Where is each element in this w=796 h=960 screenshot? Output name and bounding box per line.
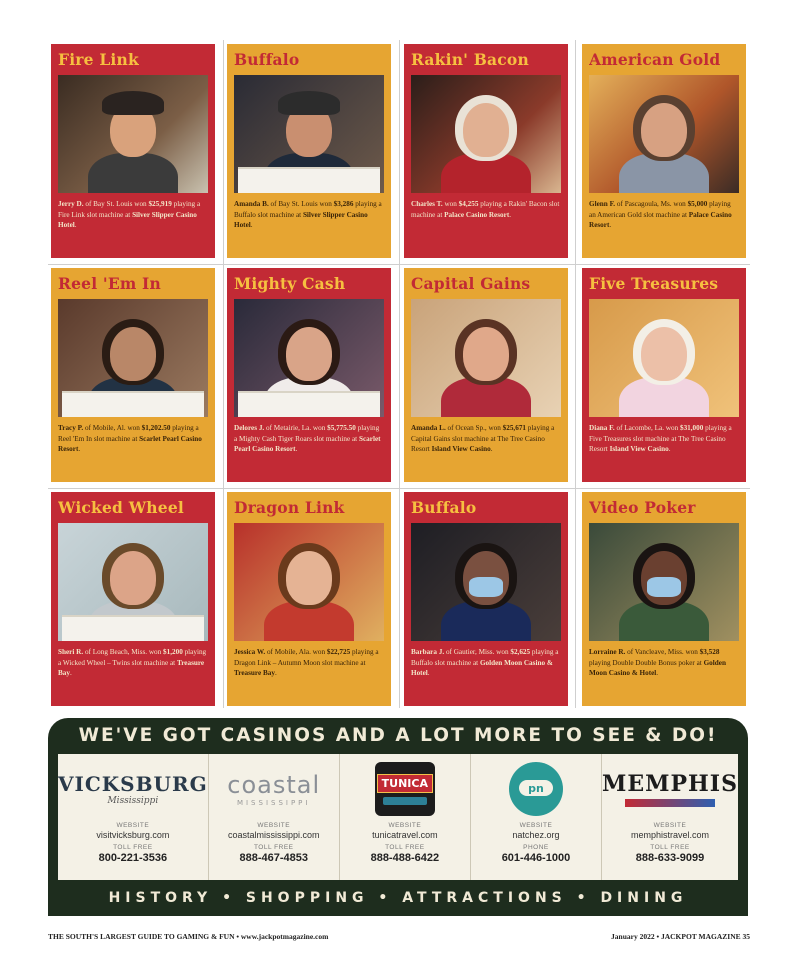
winner-figure-body bbox=[88, 153, 178, 193]
tunica-logo-text: TUNICA bbox=[377, 774, 433, 793]
winner-photo bbox=[411, 75, 561, 193]
winner-card bbox=[227, 44, 391, 258]
winner-caption: Barbara J. of Gautier, Miss. won $2,625 playing a Buffalo slot machine at Golden Moon Casino & Hotel. bbox=[411, 648, 559, 677]
casinos-banner bbox=[48, 718, 748, 916]
natchez-emblem-icon bbox=[505, 760, 567, 818]
winner-game-title: Video Poker bbox=[589, 498, 696, 517]
memphis-logo bbox=[602, 760, 738, 818]
winner-caption: Glenn F. of Pascagoula, Ms. won $5,000 playing an American Gold slot machine at Palace Casino Resort. bbox=[589, 200, 732, 229]
winner-game-title: American Gold bbox=[589, 50, 721, 69]
face-mask bbox=[647, 577, 681, 597]
winner-card bbox=[51, 492, 215, 706]
face-mask bbox=[469, 577, 503, 597]
winner-photo bbox=[58, 75, 208, 193]
winner-photo bbox=[411, 299, 561, 417]
partner-url[interactable]: natchez.org bbox=[512, 830, 560, 840]
winner-card bbox=[404, 492, 568, 706]
winner-figure-head bbox=[641, 103, 687, 157]
winner-caption: Lorraine R. of Vancleave, Miss. won $3,528 playing Double Double Bonus poker at Golden Moon Casino & Hotel. bbox=[589, 648, 726, 677]
winner-caption: Delores J. of Metairie, La. won $5,775.50 playing a Mighty Cash Tiger Roars slot machine at Scarlet Pearl Casino Resort. bbox=[234, 424, 381, 453]
winner-figure-head bbox=[463, 103, 509, 157]
coastal-logo bbox=[209, 760, 339, 818]
winner-game-title: Reel 'Em In bbox=[58, 274, 161, 293]
winner-card bbox=[582, 268, 746, 482]
winner-card bbox=[51, 44, 215, 258]
winner-caption: Charles T. won $4,255 playing a Rakin' Bacon slot machine at Palace Casino Resort. bbox=[411, 200, 560, 219]
partner-url[interactable]: coastalmississippi.com bbox=[227, 830, 320, 840]
grid-divider bbox=[48, 488, 750, 489]
banner-headline: WE'VE GOT CASINOS AND A LOT MORE TO SEE & DO! bbox=[78, 725, 718, 746]
winner-game-title: Buffalo bbox=[234, 50, 300, 69]
partner-phone-label: TOLL FREE bbox=[650, 844, 690, 851]
partner-web-label: WEBSITE bbox=[388, 822, 422, 829]
winner-figure-head bbox=[110, 327, 156, 381]
winner-photo bbox=[234, 523, 384, 641]
winner-card bbox=[227, 492, 391, 706]
vicksburg-logo-text: VICKSBURG bbox=[58, 772, 208, 796]
partner-phone[interactable]: 800-221-3536 bbox=[98, 852, 168, 864]
partner-phone[interactable]: 888-467-4853 bbox=[239, 852, 308, 864]
winner-photo bbox=[589, 523, 739, 641]
winner-figure-head bbox=[641, 327, 687, 381]
winner-card bbox=[582, 492, 746, 706]
partner-phone-label: TOLL FREE bbox=[385, 844, 425, 851]
coastal-logo-sub: MISSISSIPPI bbox=[236, 799, 311, 807]
winner-figure-hat bbox=[102, 91, 164, 115]
winner-photo bbox=[589, 75, 739, 193]
partner-web-label: WEBSITE bbox=[116, 822, 150, 829]
grid-divider bbox=[48, 264, 750, 265]
partner-strip bbox=[58, 754, 738, 880]
partner-phone[interactable]: 888-633-9099 bbox=[635, 852, 705, 864]
winner-card bbox=[404, 268, 568, 482]
winner-caption: Jerry D. of Bay St. Louis won $25,919 playing a Fire Link slot machine at Silver Slipper Casino Hotel. bbox=[58, 200, 201, 229]
svg-text:pn: pn bbox=[528, 782, 544, 795]
partner-tunica[interactable] bbox=[340, 754, 471, 880]
winner-card bbox=[227, 268, 391, 482]
tunica-logo bbox=[340, 760, 470, 818]
winner-figure-head bbox=[110, 551, 156, 605]
memphis-logo-script bbox=[625, 799, 715, 807]
partner-web-label: WEBSITE bbox=[519, 822, 553, 829]
winner-figure-head bbox=[463, 327, 509, 381]
winner-card bbox=[404, 44, 568, 258]
partner-memphis[interactable] bbox=[602, 754, 738, 880]
footer-right: January 2022 • JACKPOT MAGAZINE 35 bbox=[611, 932, 750, 941]
partner-phone-label: TOLL FREE bbox=[253, 844, 294, 851]
partner-phone-label: TOLL FREE bbox=[113, 844, 153, 851]
winner-figure-hat bbox=[278, 91, 340, 115]
winner-game-title: Dragon Link bbox=[234, 498, 345, 517]
partner-web-label: WEBSITE bbox=[257, 822, 291, 829]
partner-phone-label: PHONE bbox=[523, 844, 549, 851]
winner-photo bbox=[58, 523, 208, 641]
winner-caption: Diana F. of Lacombe, La. won $31,000 playing a Five Treasures slot machine at The Tree Casino Resort Island View Casino. bbox=[589, 424, 732, 453]
winner-photo bbox=[411, 523, 561, 641]
jackpot-check bbox=[62, 615, 204, 641]
banner-footer-strip: HISTORY • SHOPPING • ATTRACTIONS • DINING bbox=[108, 890, 688, 906]
winner-caption: Tracy P. of Mobile, Al. won $1,202.50 playing a Reel 'Em In slot machine at Scarlet Pearl Casino Resort. bbox=[58, 424, 202, 453]
partner-coastal[interactable] bbox=[209, 754, 340, 880]
winner-game-title: Buffalo bbox=[411, 498, 477, 517]
winner-game-title: Five Treasures bbox=[589, 274, 719, 293]
winner-card bbox=[51, 268, 215, 482]
winner-caption: Amanda L. of Ocean Sp., won $25,671 playing a Capital Gains slot machine at The Tree Casino Resort Island View Casino. bbox=[411, 424, 555, 453]
winner-game-title: Mighty Cash bbox=[234, 274, 346, 293]
winner-card bbox=[582, 44, 746, 258]
coastal-logo-text: coastal bbox=[227, 771, 321, 799]
winner-game-title: Fire Link bbox=[58, 50, 139, 69]
partner-phone[interactable]: 601-446-1000 bbox=[501, 852, 571, 864]
partner-url[interactable]: memphistravel.com bbox=[630, 830, 709, 840]
winner-photo bbox=[58, 299, 208, 417]
winner-caption: Amanda B. of Bay St. Louis won $3,286 playing a Buffalo slot machine at Silver Slipper Casino Hotel. bbox=[234, 200, 382, 229]
grid-divider bbox=[575, 40, 576, 708]
partner-url[interactable]: visitvicksburg.com bbox=[96, 830, 170, 840]
tunica-logo-stripe bbox=[383, 797, 427, 805]
jackpot-check bbox=[62, 391, 204, 417]
partner-phone[interactable]: 888-488-6422 bbox=[370, 852, 440, 864]
partner-natchez[interactable] bbox=[471, 754, 602, 880]
memphis-logo-text: MEMPHIS bbox=[602, 771, 738, 797]
jackpot-check bbox=[238, 391, 380, 417]
partner-web-label: WEBSITE bbox=[653, 822, 687, 829]
winner-figure-head bbox=[286, 551, 332, 605]
vicksburg-logo bbox=[58, 760, 208, 818]
winner-figure-head bbox=[286, 327, 332, 381]
winner-photo bbox=[234, 75, 384, 193]
jackpot-check bbox=[238, 167, 380, 193]
footer-left: THE SOUTH'S LARGEST GUIDE TO GAMING & FUN • www.jackpotmagazine.com bbox=[48, 932, 329, 941]
winner-caption: Jessica W. of Mobile, Ala. won $22,725 playing a Dragon Link – Autumn Moon slot machine at Treasure Bay. bbox=[234, 648, 379, 677]
page-footer bbox=[48, 932, 750, 946]
winner-game-title: Wicked Wheel bbox=[58, 498, 184, 517]
partner-vicksburg[interactable] bbox=[58, 754, 209, 880]
winner-photo bbox=[589, 299, 739, 417]
grid-divider bbox=[399, 40, 400, 708]
partner-url[interactable]: tunicatravel.com bbox=[372, 830, 438, 840]
vicksburg-logo-sub: Mississippi bbox=[107, 796, 159, 806]
winner-photo bbox=[234, 299, 384, 417]
winner-caption: Sheri R. of Long Beach, Miss. won $1,200 playing a Wicked Wheel – Twins slot machine at Treasure Bay. bbox=[58, 648, 207, 677]
grid-divider bbox=[223, 40, 224, 708]
winner-game-title: Rakin' Bacon bbox=[411, 50, 529, 69]
natchez-logo bbox=[471, 760, 601, 818]
winner-game-title: Capital Gains bbox=[411, 274, 531, 293]
